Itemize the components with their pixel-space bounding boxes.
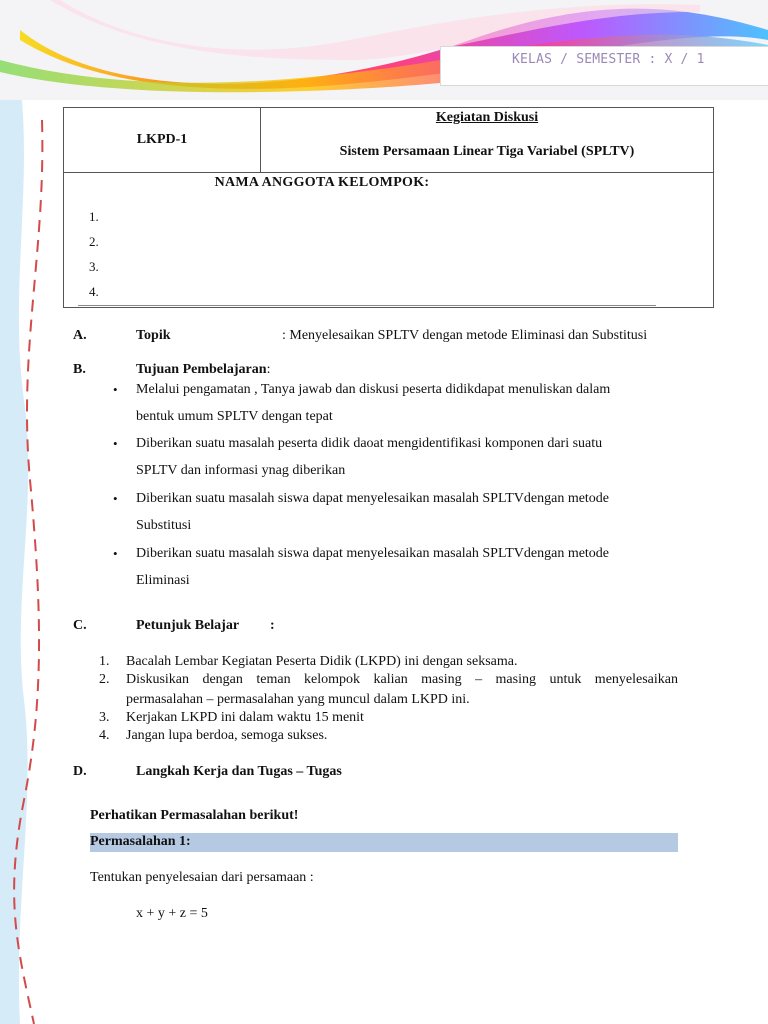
instruction-line: Jangan lupa berdoa, semoga sukses. [126, 728, 328, 743]
section-a-title: Topik [136, 328, 171, 343]
kelas-semester-label: KELAS / SEMESTER : X / 1 [512, 52, 705, 67]
member-list-underline [78, 305, 656, 306]
problem-label: Permasalahan 1: [90, 834, 191, 849]
section-c-letter: C. [73, 618, 87, 633]
objective-line: Diberikan suatu masalah siswa dapat menyelesaikan masalah SPLTVdengan metode [136, 546, 610, 561]
section-a-text: : Menyelesaikan SPLTV dengan metode Eliminasi dan Substitusi [282, 328, 648, 343]
section-b-colon: : [266, 362, 271, 377]
members-heading: NAMA ANGGOTA KELOMPOK: [214, 175, 430, 190]
topic-title: Sistem Persamaan Linear Tiga Variabel (SPLTV) [339, 144, 635, 159]
section-b-letter: B. [73, 362, 86, 377]
objective-line: Diberikan suatu masalah peserta didik daoat mengidentifikasi komponen dari suatu [136, 436, 603, 451]
equation: x + y + z = 5 [136, 906, 208, 921]
instruction-line: Kerjakan LKPD ini dalam waktu 15 menit [126, 710, 364, 725]
objective-line: SPLTV dan informasi ynag diberikan [136, 463, 346, 478]
member-line: 3. [89, 259, 99, 274]
lkpd-header-table [63, 107, 714, 308]
instruction-line: Bacalah Lembar Kegiatan Peserta Didik (LKPD) ini dengan seksama. [126, 654, 518, 669]
member-line: 1. [89, 209, 99, 224]
member-line: 4. [89, 284, 99, 299]
section-c-colon: : [270, 618, 275, 633]
bullet-icon: • [113, 491, 118, 506]
instruction-line: permasalahan – permasalahan yang muncul dalam LKPD ini. [126, 692, 470, 707]
section-d-letter: D. [73, 764, 87, 779]
objective-line: Substitusi [136, 518, 192, 533]
problem-text: Tentukan penyelesaian dari persamaan : [90, 870, 314, 885]
member-line: 2. [89, 234, 99, 249]
instruction-number: 4. [99, 728, 110, 743]
table-divider [64, 172, 713, 173]
section-d-title: Langkah Kerja dan Tugas – Tugas [136, 764, 342, 779]
instruction-number: 2. [99, 672, 110, 687]
left-border-decoration [0, 100, 60, 1024]
objective-line: Eliminasi [136, 573, 190, 588]
problem-intro: Perhatikan Permasalahan berikut! [90, 808, 299, 823]
instruction-line: Diskusikan dengan teman kelompok kalian masing – masing untuk menyelesaikan [126, 672, 678, 687]
bullet-icon: • [113, 436, 118, 451]
bullet-icon: • [113, 546, 118, 561]
objective-line: Diberikan suatu masalah siswa dapat menyelesaikan masalah SPLTVdengan metode [136, 491, 610, 506]
section-b-title [136, 362, 270, 378]
objective-line: Melalui pengamatan , Tanya jawab dan diskusi peserta didikdapat menuliskan dalam [136, 382, 611, 397]
objective-line: bentuk umum SPLTV dengan tepat [136, 409, 333, 424]
instruction-number: 3. [99, 710, 110, 725]
lkpd-code: LKPD-1 [64, 108, 261, 172]
section-c-title: Petunjuk Belajar [136, 618, 240, 633]
activity-title: Kegiatan Diskusi [435, 110, 539, 125]
bullet-icon: • [113, 382, 118, 397]
section-a-letter: A. [73, 328, 87, 343]
instruction-number: 1. [99, 654, 110, 669]
section-b-title-text: Tujuan Pembelajaran [136, 362, 267, 377]
